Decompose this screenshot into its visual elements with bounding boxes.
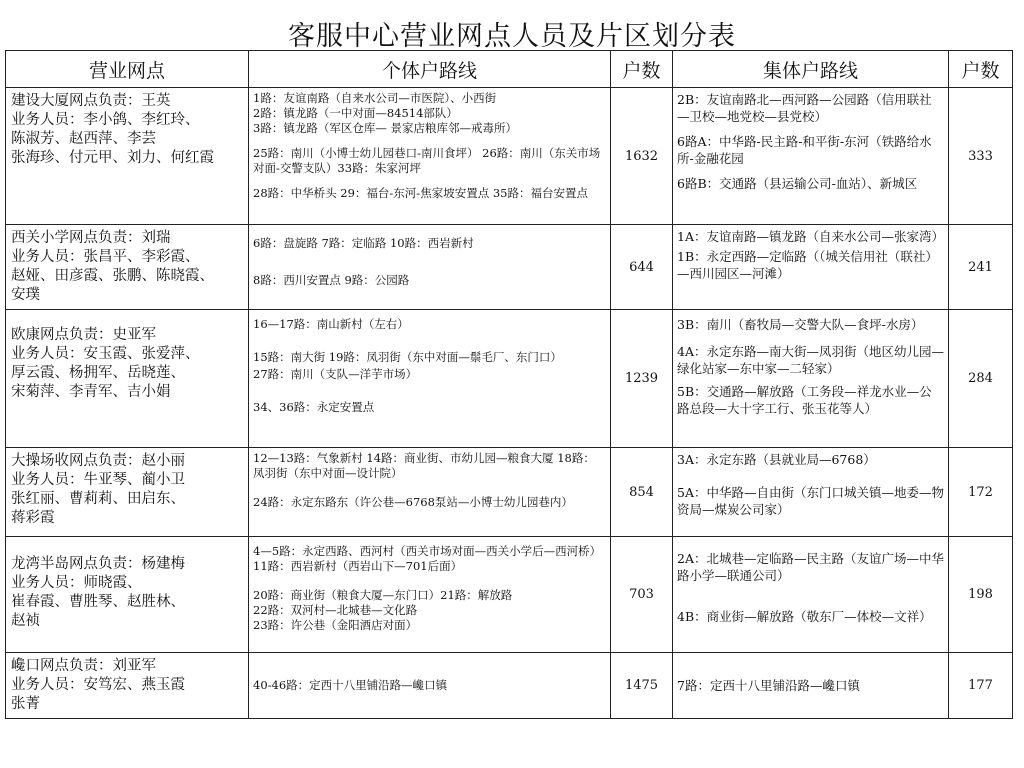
collective-count: 284 [949,310,1013,448]
route-line: 28路：中华桥头 29：福台-东河-焦家坡安置点 35路：福台安置点 [253,186,588,200]
outlet-line: 欧康网点负责：史亚军 [11,327,156,343]
outlet-line: 业务人员：张昌平、李彩霞、 [11,249,200,265]
assignment-table [5,50,1013,719]
table-row [6,88,1013,225]
collective-count: 241 [949,225,1013,310]
route-line: 12—13路：气象新村 14路：商业街、市幼儿园—粮食大厦 18路：凤羽街（东中对面—设计院） [253,451,595,480]
header-outlet: 营业网点 [6,51,249,88]
outlet-line: 厚云霞、杨拥军、岳晓莲、 [11,365,185,381]
collective-count: 198 [949,537,1013,653]
route-line: 2路：镇龙路（一中对面—84514部队） [253,106,458,120]
individual-routes-cell [249,537,611,653]
outlet-line: 张海珍、付元甲、刘力、何红霞 [11,150,214,166]
route-line: 5B：交通路—解放路（工务段—祥龙水业—公路总段—大十字工行、张玉花等人） [677,384,932,416]
outlet-line: 龙湾半岛网点负责：杨建梅 [11,556,185,572]
header-collective-count: 户数 [949,51,1013,88]
outlet-line: 建设大厦网点负责：王英 [11,93,171,109]
outlet-line: 巉口网点负责：刘亚军 [11,658,156,674]
outlet-cell [6,537,249,653]
route-line: 7路：定西十八里铺沿路—巉口镇 [677,678,860,693]
individual-count: 1632 [611,88,673,225]
outlet-line: 业务人员：师晓霞、 [11,575,142,591]
outlet-line: 赵娅、田彦霞、张鹏、陈晓霞、 [11,268,214,284]
route-line: 4B：商业街—解放路（敬东厂—体校—文祥） [677,609,932,624]
outlet-cell [6,448,249,537]
route-line: 6路：盘旋路 7路：定临路 10路：西岩新村 [253,236,474,250]
route-line: 15路：南大街 19路：凤羽街（东中对面—鬃毛厂、东门口） [253,350,562,364]
outlet-cell [6,310,249,448]
route-line: 3A：永定东路（县就业局—6768） [677,452,876,467]
outlet-line: 宋菊萍、李青军、吉小娟 [11,384,171,400]
individual-routes-cell [249,88,611,225]
route-line: 20路：商业街（粮食大厦—东门口）21路：解放路 [253,588,513,602]
outlet-line: 陈淑芳、赵西萍、李芸 [11,131,156,147]
route-line: 2B：友谊南路北—西河路—公园路（信用联社—卫校—地党校—县党校） [677,92,932,124]
outlet-line: 赵祯 [11,613,40,629]
outlet-line: 业务人员：安笃宏、燕玉霞 [11,677,185,693]
route-line: 27路：南川（支队—洋芋市场） [253,367,418,381]
route-line: 1路：友谊南路（自来水公司—市医院）、小西街 [253,91,497,105]
collective-routes-cell [673,537,949,653]
collective-routes-cell [673,88,949,225]
outlet-line: 业务人员：李小鸽、李红玲、 [11,112,200,128]
outlet-line: 崔春霞、曹胜琴、赵胜林、 [11,594,185,610]
route-line: 22路：双河村—北城巷—文化路 [253,603,418,617]
route-line: 34、36路：永定安置点 [253,400,375,414]
route-line: 4A：永定东路—南大街—凤羽街（地区幼儿园—绿化站家—东中家—二轻家） [677,344,944,376]
outlet-line: 业务人员：安玉霞、张爱萍、 [11,346,200,362]
collective-count: 172 [949,448,1013,537]
outlet-cell [6,653,249,719]
header-collective-routes: 集体户路线 [673,51,949,88]
outlet-cell [6,88,249,225]
route-line: 23路：许公巷（金阳酒店对面） [253,618,418,632]
collective-routes-cell [673,653,949,719]
route-line: 1A：友谊南路—镇龙路（自来水公司—张家湾） [677,229,944,244]
route-line: 4—5路：永定西路、西河村（西关市场对面—西关小学后—西河桥） 11路：西岩新村（西岩山下—701后面） [253,544,602,573]
route-line: 25路：南川（小博士幼儿园巷口-南川食坪） 26路：南川（东关市场对面-交警支队）33路：朱家河坪 [253,146,601,175]
collective-routes-cell [673,225,949,310]
route-line: 3B：南川（畜牧局—交警大队—食坪-水房） [677,317,924,332]
outlet-line: 业务人员：牛亚琴、蔺小卫 [11,472,185,488]
route-line: 40-46路：定西十八里铺沿路—巉口镇 [253,678,448,692]
individual-routes-cell [249,653,611,719]
route-line: 5A：中华路—自由街（东门口城关镇—地委—物资局—煤炭公司家） [677,485,944,517]
header-individual-count: 户数 [611,51,673,88]
individual-routes-cell [249,310,611,448]
collective-routes-cell [673,310,949,448]
individual-count: 1475 [611,653,673,719]
individual-count: 1239 [611,310,673,448]
page-title: 客服中心营业网点人员及片区划分表 [288,21,736,52]
individual-count: 854 [611,448,673,537]
route-line: 6路A：中华路-民主路-和平街-东河（铁路给水所-金融花园 [677,134,932,166]
table-row [6,537,1013,653]
header-individual-routes: 个体户路线 [249,51,611,88]
outlet-cell [6,225,249,310]
route-line: 1B：永定西路—定临路（（城关信用社（联社）—西川园区—河滩） [677,249,938,281]
route-line: 16—17路：南山新村（左右） [253,317,409,331]
outlet-line: 张红丽、曹莉莉、田启东、 [11,491,185,507]
collective-routes-cell [673,448,949,537]
route-line: 24路：永定东路东（许公巷—6768泵站—小博士幼儿园巷内） [253,495,573,509]
table-row [6,653,1013,719]
outlet-line: 西关小学网点负责：刘瑞 [11,230,171,246]
table-row [6,448,1013,537]
outlet-line: 大操场收网点负责：赵小丽 [11,453,185,469]
collective-count: 177 [949,653,1013,719]
collective-count: 333 [949,88,1013,225]
route-line: 3路：镇龙路（军区仓库— 景家店粮库邻—戒毒所） [253,121,517,135]
route-line: 6路B：交通路（县运输公司-血站）、新城区 [677,176,918,191]
table-row [6,225,1013,310]
individual-routes-cell [249,225,611,310]
table-header-row [6,51,1013,88]
route-line: 2A：北城巷—定临路—民主路（友谊广场—中华路小学—联通公司） [677,551,944,583]
individual-count: 703 [611,537,673,653]
outlet-line: 张菁 [11,696,40,712]
outlet-line: 安璞 [11,287,40,303]
outlet-line: 蒋彩霞 [11,510,55,526]
individual-routes-cell [249,448,611,537]
individual-count: 644 [611,225,673,310]
table-row [6,310,1013,448]
route-line: 8路：西川安置点 9路：公园路 [253,273,410,287]
